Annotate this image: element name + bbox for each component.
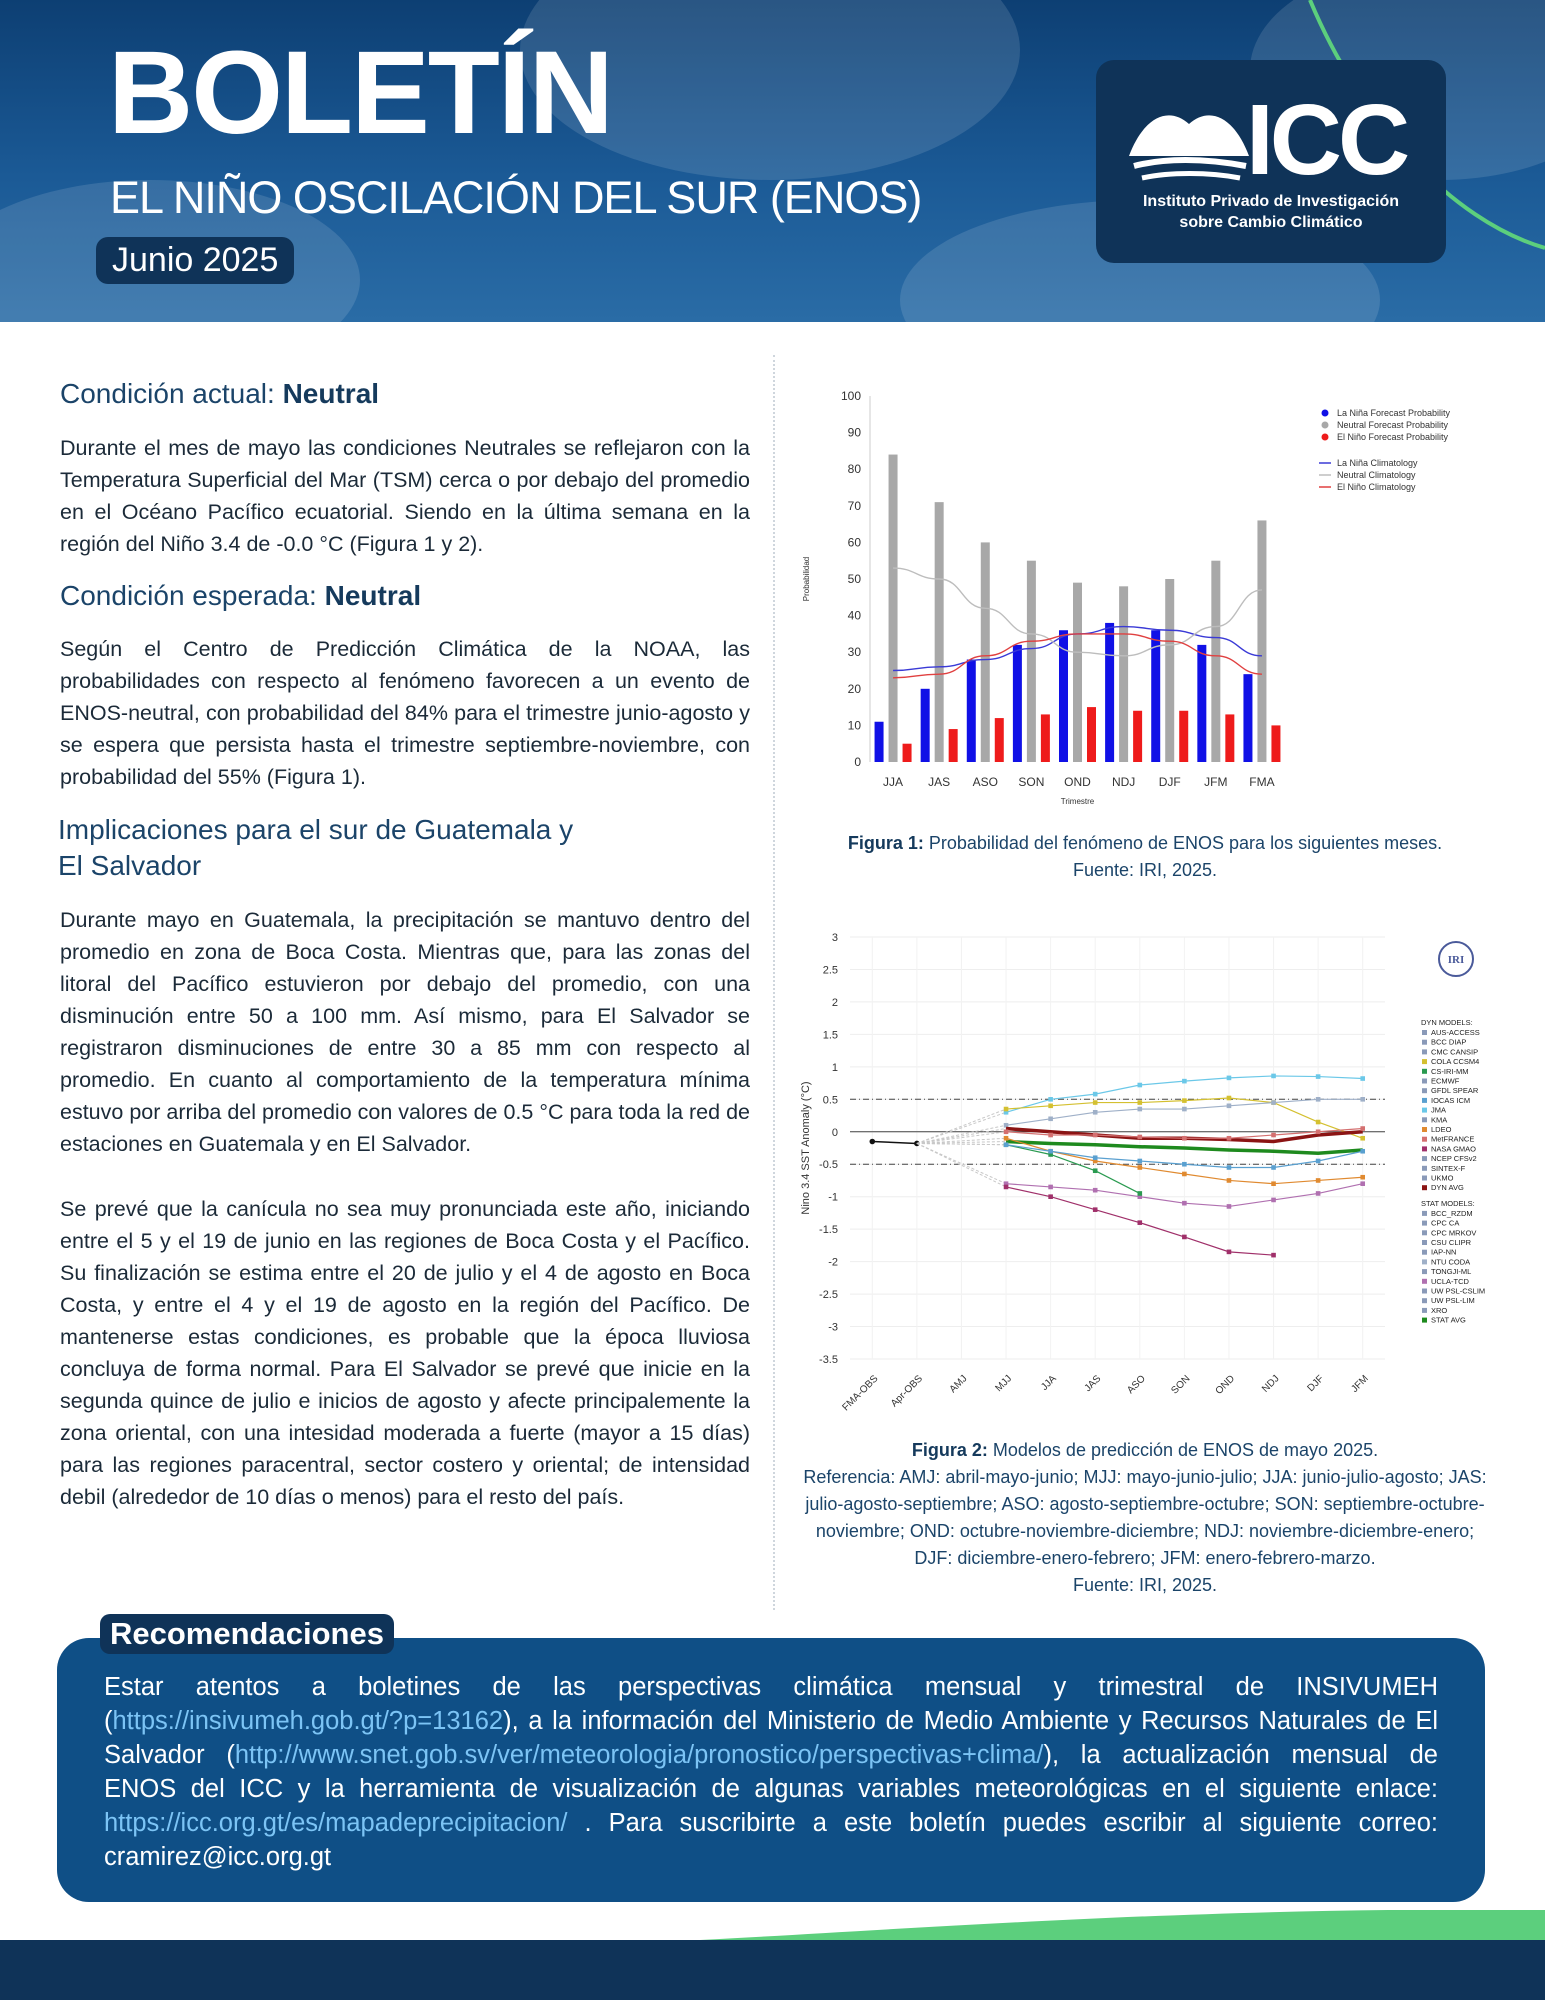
bar-la-fma: [1243, 674, 1252, 762]
legend-marker: [1422, 1049, 1427, 1054]
implications-text-1: Durante mayo en Guatemala, la precipitación se mantuvo dentro del promedio en zona de Boca Costa. Mientras que, para las zonas del litoral del Pacífico estuvieron por debajo del promedio, con una disminución entre 50 a 100 mm. Así mismo, para El Salvador se registraron disminuciones de entre 30 a 85 mm con respecto al promedio. En cuanto al comportamiento de la temperatura mínima estuvo por arriba del promedio con valores de 0.5 °C para toda la red de estaciones en Guatemala y en El Salvador.: [60, 908, 750, 1156]
footer-band: [0, 1940, 1545, 2000]
model-point: [1048, 1133, 1053, 1138]
legend-group-title: DYN MODELS:: [1421, 1018, 1473, 1027]
enso-probability-bar-chart: [795, 380, 1495, 810]
legend-label: JMA: [1431, 1105, 1446, 1115]
model-point: [1227, 1165, 1232, 1170]
current-condition-text: Durante el mes de mayo las condiciones Neutrales se reflejaron con la Temperatura Superficial del Mar (TSM) cerca o por debajo del promedio en el Océano Pacífico ecuatorial. Siendo en la última semana en la región del Niño 3.4 de -0.0 °C (Figura 1 y 2).: [60, 436, 750, 556]
observed-line: [872, 1142, 917, 1144]
icc-logo-text: ICC: [1246, 84, 1407, 196]
x-tick-label: ASO: [1125, 1373, 1148, 1397]
model-point: [1227, 1076, 1232, 1081]
bar-el-aso: [995, 718, 1004, 762]
model-point: [1271, 1181, 1276, 1186]
x-tick-label: SON: [1018, 775, 1045, 789]
model-point: [1227, 1104, 1232, 1109]
legend-marker: [1422, 1176, 1427, 1181]
y-tick-label: 30: [847, 645, 861, 660]
bar-neutral-jfm: [1211, 561, 1220, 762]
model-point: [1093, 1207, 1098, 1212]
model-point: [1182, 1162, 1187, 1167]
model-point: [1093, 1092, 1098, 1097]
model-point: [1316, 1120, 1321, 1125]
x-tick-label: OND: [1064, 775, 1091, 789]
logo-caption-line2: sobre Cambio Climático: [1179, 214, 1363, 231]
legend-label: COLA CCSM4: [1431, 1057, 1480, 1067]
x-tick-label: JFM: [1204, 775, 1228, 789]
rec-text-part4: . Para suscribirte a este boletín puedes escribir al siguiente correo: cramirez@icc.org.gt: [104, 1809, 1438, 1871]
rec-text-part1: Estar atentos a boletines de las perspectivas climática mensual y trimestral de INSIVUMEH (: [104, 1673, 1438, 1735]
y-tick-label: 2: [831, 996, 838, 1009]
bar-la-son: [1013, 645, 1022, 762]
legend-label: BCC_RZDM: [1431, 1208, 1473, 1218]
y-tick-label: -3.5: [819, 1354, 838, 1366]
legend-label: NTU CODA: [1431, 1257, 1471, 1267]
legend-marker: [1422, 1088, 1427, 1093]
model-point: [1271, 1253, 1276, 1258]
legend-label: GFDL SPEAR: [1431, 1086, 1479, 1096]
y-tick-label: 1: [831, 1061, 838, 1074]
model-point: [1182, 1079, 1187, 1084]
model-point: [1360, 1126, 1365, 1131]
legend-marker: [1422, 1259, 1427, 1264]
bulletin-subtitle: EL NIÑO OSCILACIÓN DEL SUR (ENOS): [110, 172, 922, 223]
bar-neutral-fma: [1257, 520, 1266, 762]
insivumeh-link[interactable]: https://insivumeh.gob.gt/?p=13162: [112, 1707, 504, 1735]
legend-label: CPC CA: [1431, 1218, 1460, 1228]
x-tick-label: FMA: [1249, 775, 1275, 789]
model-point: [1316, 1097, 1321, 1102]
implications-text-2: Se prevé que la canícula no sea muy pronunciada este año, iniciando entre el 5 y el 19 de junio en las regiones de Boca Costa y el Pacífico. Su finalización se estima entre el 20 de julio y el 4 de agosto en Boca Costa, y entre el 4 y el 19 de agosto en la región del Pacífico. De mantenerse estas condiciones, es probable que la época lluviosa concluya de forma normal. Para El Salvador se prevé que inicie en la segunda quince de julio e inicios de agosto y afecte principalemente la zona oriental, con una intesidad moderada a fuerte (mayor a 15 días) para las regiones paracentral, sector costero y oriental; de intensidad debil (alrededor de 10 días o menos) para el resto del país.: [60, 1197, 750, 1509]
model-point: [1227, 1096, 1232, 1101]
legend-marker: [1422, 1146, 1427, 1151]
legend-marker: [1422, 1185, 1427, 1190]
model-point: [1137, 1165, 1142, 1170]
y-tick-label: -2: [828, 1256, 838, 1269]
expected-condition-text: Según el Centro de Predicción Climática de la NOAA, las probabilidades con respecto al fenómeno favorecen a un evento de ENOS-neutral, con probabilidad del 84% para el trimestre junio-agosto y se espera que persista hasta el trimestre septiembre-noviembre, con probabilidad del 55% (Figura 1).: [60, 637, 750, 789]
implications-heading-line2: El Salvador: [58, 850, 202, 881]
figure1-source: Fuente: IRI, 2025.: [1072, 860, 1218, 880]
bar-el-jfm: [1225, 714, 1234, 762]
model-point: [1227, 1178, 1232, 1183]
x-tick-label: Apr-OBS: [888, 1373, 925, 1410]
legend-label: CMC CANSIP: [1431, 1047, 1479, 1057]
legend-marker: [1422, 1166, 1427, 1171]
model-point: [1048, 1149, 1053, 1154]
bar-el-ndj: [1133, 711, 1142, 762]
model-point: [1004, 1185, 1009, 1190]
model-point: [1093, 1100, 1098, 1105]
observed-point: [869, 1139, 875, 1145]
model-point: [1316, 1191, 1321, 1196]
model-point: [1137, 1135, 1142, 1140]
model-point: [1137, 1083, 1142, 1088]
legend-marker: [1322, 434, 1329, 441]
legend-marker: [1322, 422, 1329, 429]
legend-marker: [1422, 1279, 1427, 1284]
figure2-caption: [795, 1437, 1495, 1599]
legend-marker: [1422, 1298, 1427, 1303]
y-tick-label: 1.5: [822, 1029, 838, 1042]
expected-condition-value: Neutral: [324, 580, 422, 611]
model-point: [1182, 1172, 1187, 1177]
model-point: [1271, 1165, 1276, 1170]
bar-el-djf: [1179, 711, 1188, 762]
model-point: [1048, 1097, 1053, 1102]
legend-marker: [1422, 1308, 1427, 1313]
y-tick-label: 100: [840, 389, 861, 403]
model-point: [1048, 1185, 1053, 1190]
legend-marker: [1422, 1117, 1427, 1122]
figure2-label: Figura 2:: [911, 1440, 988, 1460]
legend-label: El Niño Climatology: [1337, 482, 1416, 492]
model-point: [1004, 1136, 1009, 1141]
legend-label: DYN AVG: [1431, 1183, 1464, 1193]
figure2-reference: Referencia: AMJ: abril-mayo-junio; MJJ: mayo-junio-julio; JJA: junio-julio-agosto; JAS: julio-agosto-septiembre; ASO: agosto-septiembre-octubre; SON: septiembre-octubre-noviembre; OND: octubre-noviembre-diciembre; NDJ: noviembre-diciembre-enero; DJF: diciembre-enero-febrero; JFM: enero-febrero-marzo.: [803, 1467, 1487, 1568]
x-tick-label: MJJ: [993, 1373, 1015, 1395]
y-tick-label: 2.5: [822, 964, 838, 977]
x-tick-label: FMA-OBS: [840, 1373, 881, 1414]
x-tick-label: ASO: [972, 775, 998, 789]
legend-marker: [1422, 1137, 1427, 1142]
model-point: [1048, 1194, 1053, 1199]
legend-label: AUS-ACCESS: [1431, 1028, 1480, 1037]
legend-label: UW PSL-LIM: [1431, 1296, 1475, 1306]
y-tick-label: 3: [831, 932, 838, 944]
legend-marker: [1422, 1289, 1427, 1294]
legend-marker: [1422, 1040, 1427, 1045]
model-point: [1004, 1129, 1009, 1134]
legend-label: TONGJI-ML: [1431, 1267, 1472, 1277]
x-tick-label: JJA: [1039, 1373, 1059, 1393]
x-tick-label: JAS: [928, 775, 951, 789]
model-point: [1093, 1188, 1098, 1193]
model-point: [1360, 1181, 1365, 1186]
bar-la-jja: [875, 722, 884, 762]
x-tick-label: JJA: [883, 775, 904, 789]
legend-label: SINTEX-F: [1431, 1163, 1466, 1173]
model-point: [1137, 1220, 1142, 1225]
model-point: [1271, 1198, 1276, 1203]
logo-caption-line1: Instituto Privado de Investigación: [1142, 193, 1400, 210]
legend-label: NCEP CFSv2: [1431, 1154, 1477, 1164]
column-divider: [773, 355, 775, 1610]
bar-la-djf: [1151, 630, 1160, 762]
legend-marker: [1422, 1108, 1427, 1113]
bar-neutral-djf: [1165, 579, 1174, 762]
model-point: [1316, 1178, 1321, 1183]
legend-label: STAT AVG: [1431, 1315, 1466, 1325]
implications-heading-line1: Implicaciones para el sur de Guatemala y: [58, 814, 574, 845]
legend-label: LDEO: [1431, 1125, 1452, 1134]
model-point: [1316, 1159, 1321, 1164]
legend-label: CS-IRI-MM: [1431, 1066, 1469, 1076]
legend-label: El Niño Forecast Probability: [1337, 432, 1449, 442]
model-point: [1360, 1136, 1365, 1141]
model-point: [1048, 1104, 1053, 1109]
model-point: [1227, 1250, 1232, 1255]
model-point: [1316, 1074, 1321, 1079]
current-condition-heading: [60, 376, 379, 412]
x-tick-label: OND: [1213, 1373, 1238, 1397]
y-tick-label: 80: [847, 462, 861, 477]
icc-logo-caption: [1096, 191, 1446, 233]
x-tick-label: SON: [1169, 1373, 1193, 1397]
legend-marker: [1422, 1250, 1427, 1255]
y-tick-label: -3: [828, 1321, 838, 1334]
x-tick-label: DJF: [1305, 1373, 1327, 1395]
legend-marker: [1422, 1098, 1427, 1103]
model-point: [1360, 1097, 1365, 1102]
legend-label: BCC DIAP: [1431, 1037, 1467, 1047]
model-point: [1182, 1235, 1187, 1240]
bar-el-fma: [1271, 725, 1280, 762]
y-tick-label: 70: [847, 498, 861, 513]
current-condition-label: Condición actual:: [60, 378, 283, 409]
legend-label: KMA: [1431, 1115, 1448, 1125]
model-point: [1093, 1168, 1098, 1173]
legend-label: IAP-NN: [1431, 1247, 1457, 1257]
bar-la-jas: [921, 689, 930, 762]
model-point: [1093, 1133, 1098, 1138]
y-tick-label: 40: [847, 608, 861, 623]
legend-marker: [1422, 1318, 1427, 1323]
x-tick-label: NDJ: [1111, 775, 1136, 789]
legend-label: MetFRANCE: [1431, 1134, 1475, 1144]
y-tick-label: 90: [847, 425, 861, 440]
legend-label: XRO: [1431, 1305, 1448, 1315]
bulletin-title: BOLETÍN: [108, 27, 612, 159]
x-tick-label: JAS: [1082, 1373, 1104, 1395]
legend-label: La Niña Forecast Probability: [1337, 408, 1451, 418]
model-point: [1360, 1175, 1365, 1180]
model-point: [1316, 1129, 1321, 1134]
x-tick-label: JFM: [1349, 1373, 1371, 1395]
iri-badge-text: IRI: [1447, 954, 1465, 966]
legend-label: ECMWF: [1431, 1076, 1460, 1086]
model-point: [1182, 1136, 1187, 1141]
bar-la-ndj: [1105, 623, 1114, 762]
y-tick-label: -1: [828, 1191, 838, 1204]
footer-wave-decoration: [0, 1910, 1545, 2000]
implications-heading: [58, 812, 573, 884]
model-point: [1137, 1191, 1142, 1196]
y-tick-label: 0.5: [822, 1094, 838, 1107]
model-point: [1227, 1136, 1232, 1141]
legend-label: IOCAS ICM: [1431, 1095, 1471, 1105]
legend-marker: [1422, 1240, 1427, 1245]
legend-label: UW PSL-CSLIM: [1431, 1286, 1486, 1296]
y-tick-label: 20: [847, 681, 861, 696]
model-point: [1093, 1110, 1098, 1115]
figure1-text: Probabilidad del fenómeno de ENOS para los siguientes meses.: [923, 833, 1443, 853]
legend-label: UKMO: [1431, 1173, 1454, 1183]
current-condition-value: Neutral: [282, 378, 380, 409]
bulletin-date: Junio 2025: [96, 237, 294, 284]
legend-marker: [1422, 1269, 1427, 1274]
bar-neutral-ndj: [1119, 586, 1128, 762]
legend-marker: [1422, 1230, 1427, 1235]
model-point: [1227, 1204, 1232, 1209]
bar-el-ond: [1087, 707, 1096, 762]
legend-group-title: STAT MODELS:: [1421, 1198, 1475, 1208]
bar-neutral-jja: [889, 455, 898, 762]
model-point: [1360, 1149, 1365, 1154]
y-tick-label: 0: [831, 1126, 838, 1139]
legend-marker: [1422, 1079, 1427, 1084]
legend-marker: [1322, 410, 1329, 417]
legend-marker: [1422, 1221, 1427, 1226]
model-point: [1137, 1100, 1142, 1105]
figure1-label: Figura 1:: [847, 833, 924, 853]
y-tick-label: 10: [847, 718, 861, 733]
legend-marker: [1422, 1030, 1427, 1035]
y-tick-label: 0: [854, 755, 861, 769]
y-tick-label: -0.5: [819, 1159, 838, 1172]
model-point: [1004, 1107, 1009, 1112]
x-axis-label: Trimestre: [1060, 797, 1095, 806]
snet-link[interactable]: http://www.snet.gob.sv/ver/meteorologia/pronostico/perspectivas+clima/: [234, 1741, 1044, 1769]
figure2-text: Modelos de predicción de ENOS de mayo 2025.: [987, 1440, 1379, 1460]
x-tick-label: NDJ: [1260, 1373, 1282, 1395]
model-point: [1093, 1155, 1098, 1160]
model-point: [1137, 1159, 1142, 1164]
model-point: [1182, 1107, 1187, 1112]
bar-neutral-aso: [981, 542, 990, 762]
header-banner: [0, 0, 1545, 322]
y-tick-label: -1.5: [819, 1224, 838, 1237]
legend-marker: [1422, 1059, 1427, 1064]
y-tick-label: 50: [847, 572, 861, 586]
mountain-logo-icon: [1124, 96, 1254, 186]
legend-label: UCLA-TCD: [1431, 1276, 1469, 1286]
recommendations-text: [104, 1670, 1438, 1874]
figure2-source: Fuente: IRI, 2025.: [1072, 1575, 1218, 1595]
model-point: [1004, 1142, 1009, 1147]
icc-logo: [1096, 60, 1446, 263]
legend-label: La Niña Climatology: [1337, 458, 1418, 468]
y-axis-label: Nino 3.4 SST Anomaly (°C): [800, 1081, 812, 1215]
model-point: [1271, 1133, 1276, 1138]
model-point: [1360, 1076, 1365, 1081]
bar-el-son: [1041, 714, 1050, 762]
bar-el-jja: [903, 744, 912, 762]
legend-marker: [1422, 1127, 1427, 1132]
rec-text-part2: ), a la información del Ministerio de Medio Ambiente y Recursos Naturales de El Salvador (: [104, 1707, 1438, 1769]
legend-marker: [1422, 1156, 1427, 1161]
y-tick-label: 60: [847, 535, 861, 550]
model-point: [1137, 1107, 1142, 1112]
enso-model-plume-chart: [795, 925, 1495, 1425]
legend-label: CSU CLIPR: [1431, 1238, 1472, 1247]
bar-la-aso: [967, 660, 976, 762]
legend-label: Neutral Forecast Probability: [1337, 420, 1449, 430]
model-point: [1182, 1098, 1187, 1103]
legend-marker: [1422, 1211, 1427, 1216]
legend-label: Neutral Climatology: [1337, 470, 1416, 480]
model-point: [1271, 1100, 1276, 1105]
recommendations-title: Recomendaciones: [100, 1614, 394, 1654]
model-point: [1182, 1201, 1187, 1206]
expected-condition-heading: [60, 578, 421, 614]
bar-neutral-jas: [935, 502, 944, 762]
model-line-cs-iri-mm: [1006, 1145, 1140, 1194]
y-axis-label: Probabilidad: [802, 556, 811, 602]
y-tick-label: -2.5: [819, 1289, 838, 1302]
legend-marker: [1422, 1069, 1427, 1074]
expected-condition-label: Condición esperada:: [60, 580, 325, 611]
bar-neutral-ond: [1073, 583, 1082, 762]
legend-label: NASA GMAO: [1431, 1144, 1477, 1154]
x-tick-label: AMJ: [947, 1373, 970, 1396]
figure1-caption: [795, 830, 1495, 884]
x-tick-label: DJF: [1158, 775, 1181, 789]
rec-text-part3: ), la actualización mensual de ENOS del ICC y la herramienta de visualización de algunas variables meteorológicas en el siguiente enlace:: [104, 1741, 1438, 1803]
model-point: [1271, 1074, 1276, 1079]
model-point: [1048, 1116, 1053, 1121]
icc-map-link[interactable]: https://icc.org.gt/es/mapadeprecipitacion/: [104, 1809, 568, 1837]
bar-la-jfm: [1197, 645, 1206, 762]
legend-label: CPC MRKOV: [1431, 1228, 1477, 1238]
bar-neutral-son: [1027, 561, 1036, 762]
bar-el-jas: [949, 729, 958, 762]
